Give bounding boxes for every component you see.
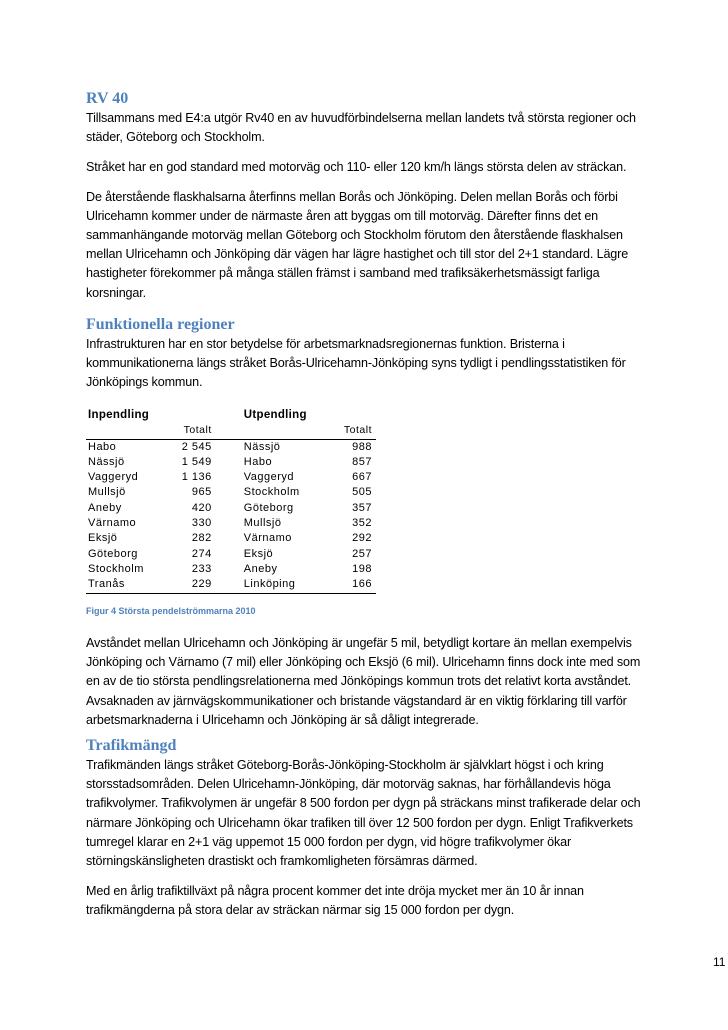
utpendling-municipality: Vaggeryd: [243, 471, 295, 484]
heading-rv40: RV 40: [86, 90, 129, 107]
inpendling-municipality: Mullsjö: [88, 486, 126, 499]
inpendling-total: 274: [191, 547, 212, 560]
utpendling-total: 292: [352, 532, 372, 545]
section-rv40: [86, 89, 646, 313]
paragraph: Trafikmänden längs stråket Göteborg-Borås-Jönköping-Stockholm är självklart högst i och kring storsstadsområden. Delen Ulricehamn-Jönköping, där motorväg saknas, har förhållandevis höga trafikvolymer. Trafikvolymen är ungefär 8 500 fordon per dygn på sträckans minst trafikerade delar och närmare Jönköping och Ulricehamn ökar trafiken till över 12 500 fordon per dygn. Enligt Trafikverkets tumregel klarar en 2+1 väg uppemot 15 000 fordon per dygn, vid högre trafikvolymer ökar störningskänsligheten drastiskt och framkomligheten försämras därmed.: [86, 758, 641, 869]
inpendling-total: 1 549: [181, 455, 212, 468]
inpendling-municipality: Värnamo: [88, 517, 137, 530]
table-row: [86, 501, 376, 516]
section-funktionella-regioner: [86, 315, 646, 403]
utpendling-municipality: Göteborg: [243, 501, 294, 514]
inpendling-total: 1 136: [181, 471, 212, 484]
inpendling-total: 282: [191, 532, 212, 545]
utpendling-total: 357: [352, 501, 372, 514]
utpendling-municipality: Habo: [243, 455, 273, 468]
utpendling-total: 166: [326, 577, 376, 593]
utpendling-total: 198: [352, 562, 372, 575]
inpendling-municipality: Aneby: [88, 501, 122, 514]
section-avstand: [86, 634, 646, 741]
inpendling-total: 233: [191, 562, 212, 575]
utpendling-total: 505: [352, 486, 372, 499]
utpendling-total: 667: [352, 471, 372, 484]
totalt-label: Totalt: [326, 423, 376, 439]
utpendling-municipality: Linköping: [224, 577, 326, 593]
totalt-label: Totalt: [165, 423, 224, 439]
figure-caption: Figur 4 Största pendelströmmarna 2010: [86, 606, 256, 616]
paragraph: Avståndet mellan Ulricehamn och Jönköping är ungefär 5 mil, betydligt kortare än mellan exempelvis Jönköping och Värnamo (7 mil) eller Jönköping och Eksjö (6 mil). Ulricehamn finns dock inte med som en av de tio största pendlingsrelationerna med Jönköpings kommun trots det relativt korta avståndet. Avsaknaden av järnvägskommunikationer och bristande vägstandard är en viktig förklaring till varför arbetsmarknaderna i Ulricehamn och Jönköping är så dåligt integrerade.: [86, 636, 641, 727]
table-row: [86, 531, 376, 546]
utpendling-municipality: Nässjö: [243, 440, 281, 453]
utpendling-total: 352: [352, 517, 372, 530]
inpendling-municipality: Vaggeryd: [88, 471, 139, 484]
inpendling-total: 229: [165, 577, 224, 593]
inpendling-municipality: Tranås: [86, 577, 165, 593]
inpendling-total: 965: [191, 486, 212, 499]
paragraph: Stråket har en god standard med motorväg och 110- eller 120 km/h längs största delen av sträckan.: [86, 159, 627, 174]
utpendling-total: 257: [352, 547, 372, 560]
utpendling-municipality: Aneby: [243, 562, 278, 575]
table-row: [86, 562, 376, 577]
inpendling-total: 420: [191, 501, 212, 514]
table-row: [86, 439, 376, 455]
inpendling-total: 330: [191, 517, 212, 530]
utpendling-total: 988: [352, 440, 372, 453]
paragraph: De återstående flaskhalsarna återfinns mellan Borås och Jönköping. Delen mellan Borås och förbi Ulricehamn kommer under de närmaste åren att byggas om till motorväg. Därefter finns det en sammanhängande motorväg mellan Göteborg och Stockholm förutom den återstående flaskhalsen mellan Ulricehamn och Jönköping där vägen har lägre hastighet och till stor del 2+1 standard. Lägre hastigheter förekommer på många ställen främst i samband med trafiksäkerhetsmässigt farliga korsningar.: [86, 189, 629, 300]
inpendling-municipality: Nässjö: [88, 455, 125, 468]
utpendling-municipality: Stockholm: [243, 486, 300, 499]
utpendling-municipality: Mullsjö: [243, 517, 282, 530]
table-row: [86, 485, 376, 500]
utpendling-total: 857: [352, 455, 372, 468]
table-row: [86, 455, 376, 470]
commuting-table: [86, 408, 376, 594]
table-row: [86, 516, 376, 531]
heading-trafikmangd: Trafikmängd: [86, 737, 177, 754]
utpendling-header: Utpendling: [243, 409, 307, 421]
paragraph: Tillsammans med E4:a utgör Rv40 en av huvudförbindelserna mellan landets två största regioner och städer, Göteborg och Stockholm.: [86, 111, 636, 145]
paragraph: Infrastrukturen har en stor betydelse för arbetsmarknadsregionernas funktion. Bristerna i kommunikationerna längs stråket Borås-Ulricehamn-Jönköping syns tydligt i pendlingsstatistiken för Jönköpings kommun.: [86, 337, 626, 390]
utpendling-municipality: Värnamo: [243, 532, 292, 545]
table-row: [86, 577, 376, 593]
inpendling-total: 2 545: [181, 440, 212, 453]
paragraph: Med en årlig trafiktillväxt på några procent kommer det inte dröja mycket mer än 10 år innan trafikmängderna på stora delar av sträckan närmar sig 15 000 fordon per dygn.: [86, 883, 584, 917]
inpendling-municipality: Eksjö: [88, 532, 118, 545]
table-row: [86, 470, 376, 485]
utpendling-municipality: Eksjö: [243, 547, 274, 560]
page-number: 11: [713, 955, 726, 969]
table-row: [86, 547, 376, 562]
heading-funktionella-regioner: Funktionella regioner: [86, 316, 235, 333]
inpendling-municipality: Göteborg: [88, 547, 138, 560]
inpendling-municipality: Stockholm: [88, 562, 144, 575]
inpendling-municipality: Habo: [88, 440, 117, 453]
section-trafikmangd: [86, 736, 646, 931]
inpendling-header: Inpendling: [88, 409, 150, 421]
